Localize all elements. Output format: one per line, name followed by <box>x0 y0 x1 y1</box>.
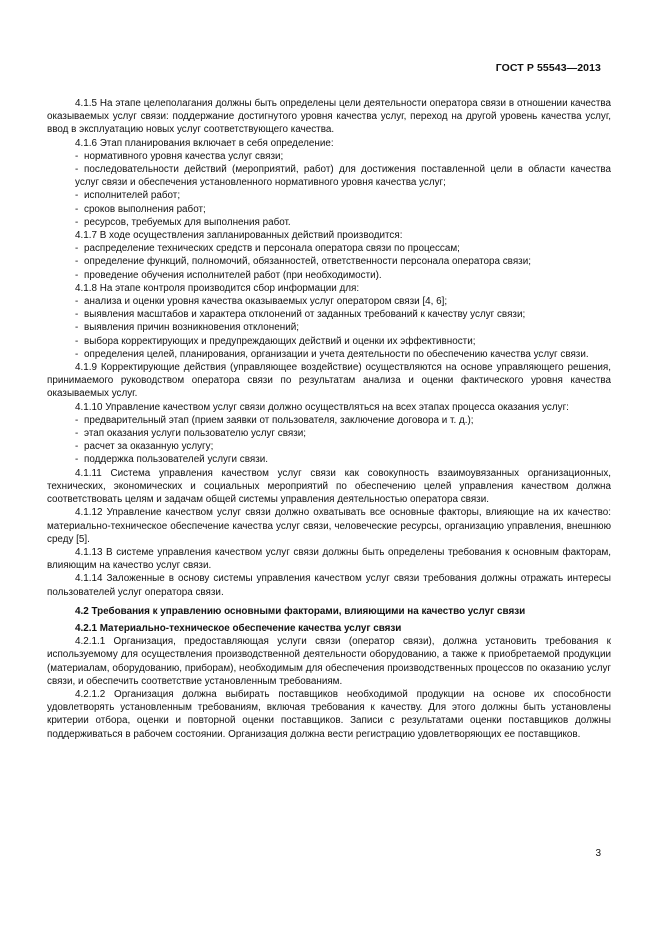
list-dash: - <box>75 414 79 426</box>
document-id: ГОСТ Р 55543—2013 <box>495 62 601 74</box>
list-dash: - <box>75 441 79 453</box>
list-dash: - <box>75 428 79 440</box>
list-dash: - <box>75 269 79 281</box>
list-dash: - <box>75 348 79 360</box>
paragraph: 4.2.1.1 Организация, предоставляющая услуги связи (оператор связи), должна установить требования к используемому для осуществления производственной деятельности оборудованию, а также к приобретаемой продукции (материалам, оборудованию, приборам), необходимым для обеспечения производственных процессов по оказанию услуг связи, и обеспечить соответствие установленным требованиям. <box>47 636 611 687</box>
list-item <box>47 255 611 268</box>
paragraph: 4.1.10 Управление качеством услуг связи должно осуществляться на всех этапах процесса оказания услуг: <box>75 401 569 413</box>
list-item-text: распределение технических средств и персонала оператора связи по процессам; <box>84 243 460 255</box>
list-item-text: последовательности действий (мероприятий, работ) для достижения поставленной цели в области качества услуг связи и обеспечения установленного нормативного уровня качества услуг; <box>75 164 611 189</box>
list-item <box>47 335 611 348</box>
list-item <box>47 414 611 427</box>
list-item <box>47 308 611 321</box>
list-item-text: ресурсов, требуемых для выполнения работ. <box>84 216 291 228</box>
list-item-text: проведение обучения исполнителей работ (при необходимости). <box>84 269 382 281</box>
page-number: 3 <box>595 848 601 859</box>
list-dash: - <box>75 454 79 466</box>
list-item-text: определения целей, планирования, организации и учета деятельности по обеспечению качества услуг связи. <box>84 348 589 360</box>
list-item <box>47 150 611 163</box>
list-item <box>47 189 611 202</box>
list-item <box>47 453 611 466</box>
list-dash: - <box>75 309 79 321</box>
list-item-text: исполнителей работ; <box>84 190 181 202</box>
list-item-text: выбора корректирующих и предупреждающих действий и оценки их эффективности; <box>84 335 476 347</box>
paragraph: 4.1.5 На этапе целеполагания должны быть определены цели деятельности оператора связи в отношении качества оказываемых услуг связи: поддержание достигнутого уровня качества услуг, переход на другой уровень качества услуг, ввод в эксплуатацию новых услуг соответствующего качества. <box>47 98 611 136</box>
list-item <box>47 216 611 229</box>
paragraph: 4.1.13 В системе управления качеством услуг связи должны быть определены требования к основным факторам, влияющим на качество услуг связи. <box>47 546 611 572</box>
list-item <box>47 269 611 282</box>
list-item-text: определение функций, полномочий, обязанностей, ответственности персонала оператора связи; <box>84 256 531 268</box>
list-dash: - <box>75 243 79 255</box>
list-item <box>47 203 611 216</box>
list-item <box>47 440 611 453</box>
list-dash: - <box>75 150 79 162</box>
paragraph: 4.1.11 Система управления качеством услуг связи как совокупность взаимоувязанных организационных, технических, экономических и социальных мероприятий по обеспечению целей управления качеством должна соответствовать целям и задачам общей системы управления деятельностью оператора связи. <box>47 467 611 506</box>
list-item-text: выявления масштабов и характера отклонений от заданных требований к качеству услуг связи; <box>84 309 526 321</box>
subsection-heading: 4.2.1 Материально-техническое обеспечение качества услуг связи <box>75 622 402 634</box>
list-dash: - <box>75 256 79 268</box>
paragraph: 4.2.1.2 Организация должна выбирать поставщиков необходимой продукции на основе их способности удовлетворять установленным требованиям, включая требования к качеству. Для этого должны быть установлены критерии отбора, оценки и повторной оценки поставщиков. Записи с результатами оценки поставщиков должны поддерживаться в рабочем состоянии. Организация должна вести регистрацию удовлетворяющих ее поставщиков. <box>47 688 611 740</box>
list-item-text: предварительный этап (прием заявки от пользователя, заключение договора и т. д.); <box>84 414 474 426</box>
paragraph: 4.1.6 Этап планирования включает в себя определение: <box>75 137 334 149</box>
section-heading: 4.2 Требования к управлению основными факторами, влияющими на качество услуг связи <box>75 605 526 617</box>
list-dash: - <box>75 190 79 202</box>
list-dash: - <box>75 203 79 215</box>
paragraph: 4.1.14 Заложенные в основу системы управления качеством услуг связи требования должны отражать интересы пользователей услуг оператора связи. <box>47 573 611 598</box>
list-item <box>47 427 611 440</box>
list-item-text: выявления причин возникновения отклонений; <box>84 322 299 334</box>
list-item-text: анализа и оценки уровня качества оказываемых услуг оператором связи [4, 6]; <box>84 296 448 308</box>
document-body <box>47 97 611 741</box>
list-item-text: поддержка пользователей услуги связи. <box>84 454 268 466</box>
list-dash: - <box>75 335 79 347</box>
list-item-text: сроков выполнения работ; <box>84 203 206 215</box>
paragraph: 4.1.9 Корректирующие действия (управляющее воздействие) осуществляются на основе управляющего решения, принимаемого руководством оператора связи по результатам анализа и оценки фактического уровня качества оказываемых услуг. <box>47 362 611 400</box>
paragraph: 4.1.8 На этапе контроля производится сбор информации для: <box>75 282 360 294</box>
list-dash: - <box>75 164 79 176</box>
paragraph: 4.1.12 Управление качеством услуг связи должно охватывать все основные факторы, влияющие на их качество: материально-техническое обеспечение качества услуг связи, человеческие ресурсы, организацию управления, внешнюю среду [5]. <box>47 507 611 545</box>
list-dash: - <box>75 322 79 334</box>
list-item-text: этап оказания услуги пользователю услуг связи; <box>84 428 306 440</box>
list-item <box>47 163 611 189</box>
list-dash: - <box>75 296 79 308</box>
list-item <box>47 321 611 334</box>
list-item <box>47 242 611 255</box>
paragraph: 4.1.7 В ходе осуществления запланированных действий производится: <box>75 230 403 242</box>
list-item-text: нормативного уровня качества услуг связи; <box>84 150 284 162</box>
list-item <box>47 348 611 361</box>
list-item <box>47 295 611 308</box>
list-dash: - <box>75 216 79 228</box>
list-item-text: расчет за оказанную услугу; <box>84 441 214 453</box>
